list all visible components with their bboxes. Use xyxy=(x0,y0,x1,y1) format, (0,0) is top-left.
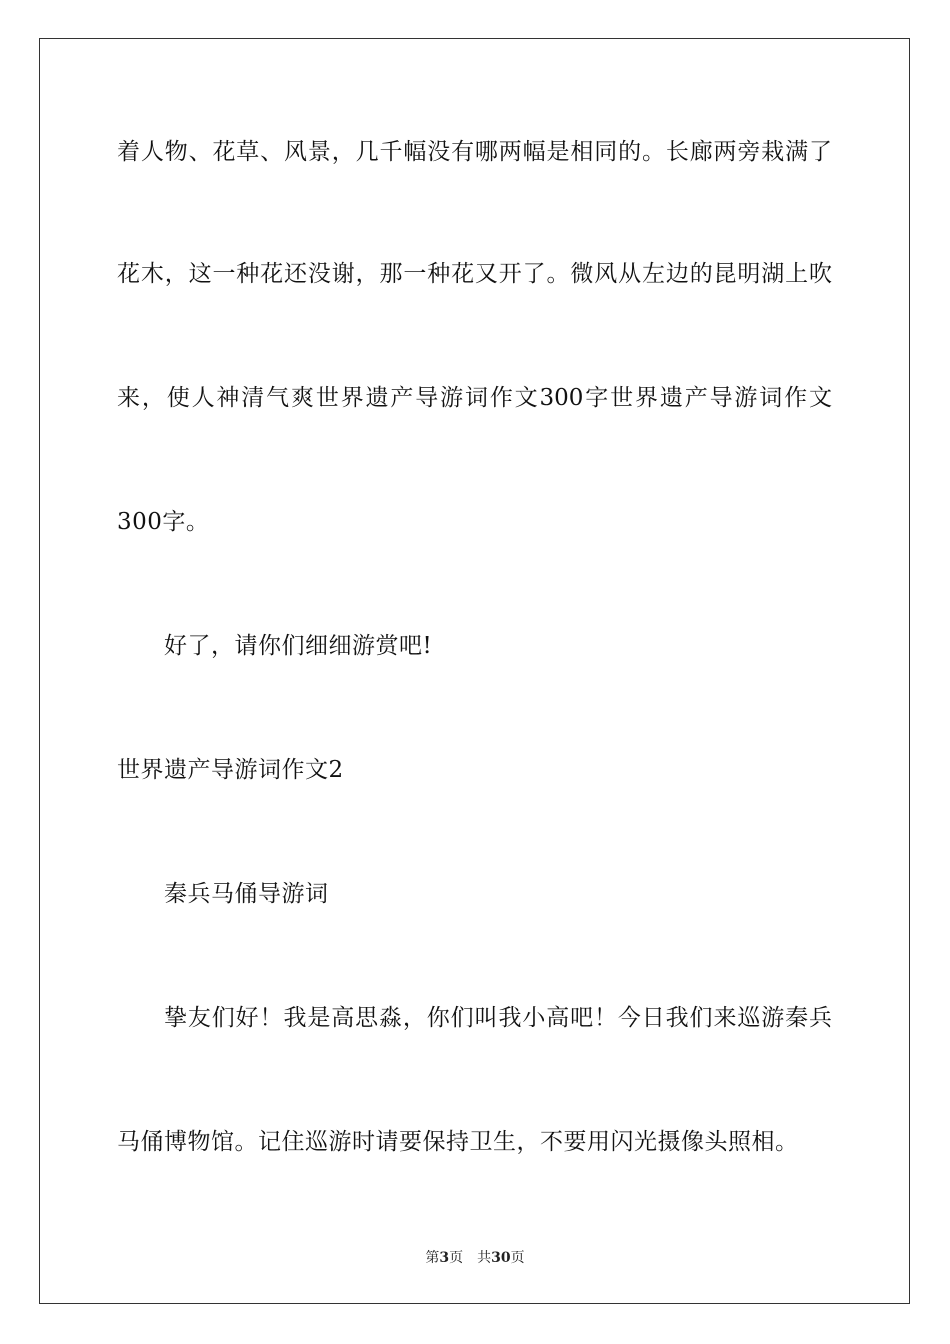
page-total-number: 30 xyxy=(491,1250,511,1266)
page-current-number: 3 xyxy=(439,1250,450,1266)
body-text-line: 花木，这一种花还没谢，那一种花又开了。微风从左边的昆明湖上吹 xyxy=(117,261,832,287)
body-text-line: 挚友们好！我是高思淼，你们叫我小高吧！今日我们来巡游秦兵 xyxy=(164,1005,832,1031)
body-text-line: 着人物、花草、风景，几千幅没有哪两幅是相同的。长廊两旁栽满了 xyxy=(117,139,832,165)
body-text-line: 好了，请你们细细游赏吧! xyxy=(164,633,433,659)
total-suffix: 页 xyxy=(510,1250,525,1266)
body-text-line: 300字。 xyxy=(117,509,210,535)
body-text-line: 来，使人神清气爽世界遗产导游词作文300字世界遗产导游词作文 xyxy=(117,385,832,411)
page-suffix: 页 xyxy=(449,1250,464,1266)
page-prefix: 第 xyxy=(425,1250,440,1266)
section-heading: 世界遗产导游词作文2 xyxy=(117,757,344,783)
page-border xyxy=(39,38,910,1304)
page-footer xyxy=(0,1247,950,1267)
section-subheading: 秦兵马俑导游词 xyxy=(164,881,329,907)
body-text-line: 马俑博物馆。记住巡游时请要保持卫生，不要用闪光摄像头照相。 xyxy=(117,1129,799,1155)
total-prefix: 共 xyxy=(477,1250,492,1266)
